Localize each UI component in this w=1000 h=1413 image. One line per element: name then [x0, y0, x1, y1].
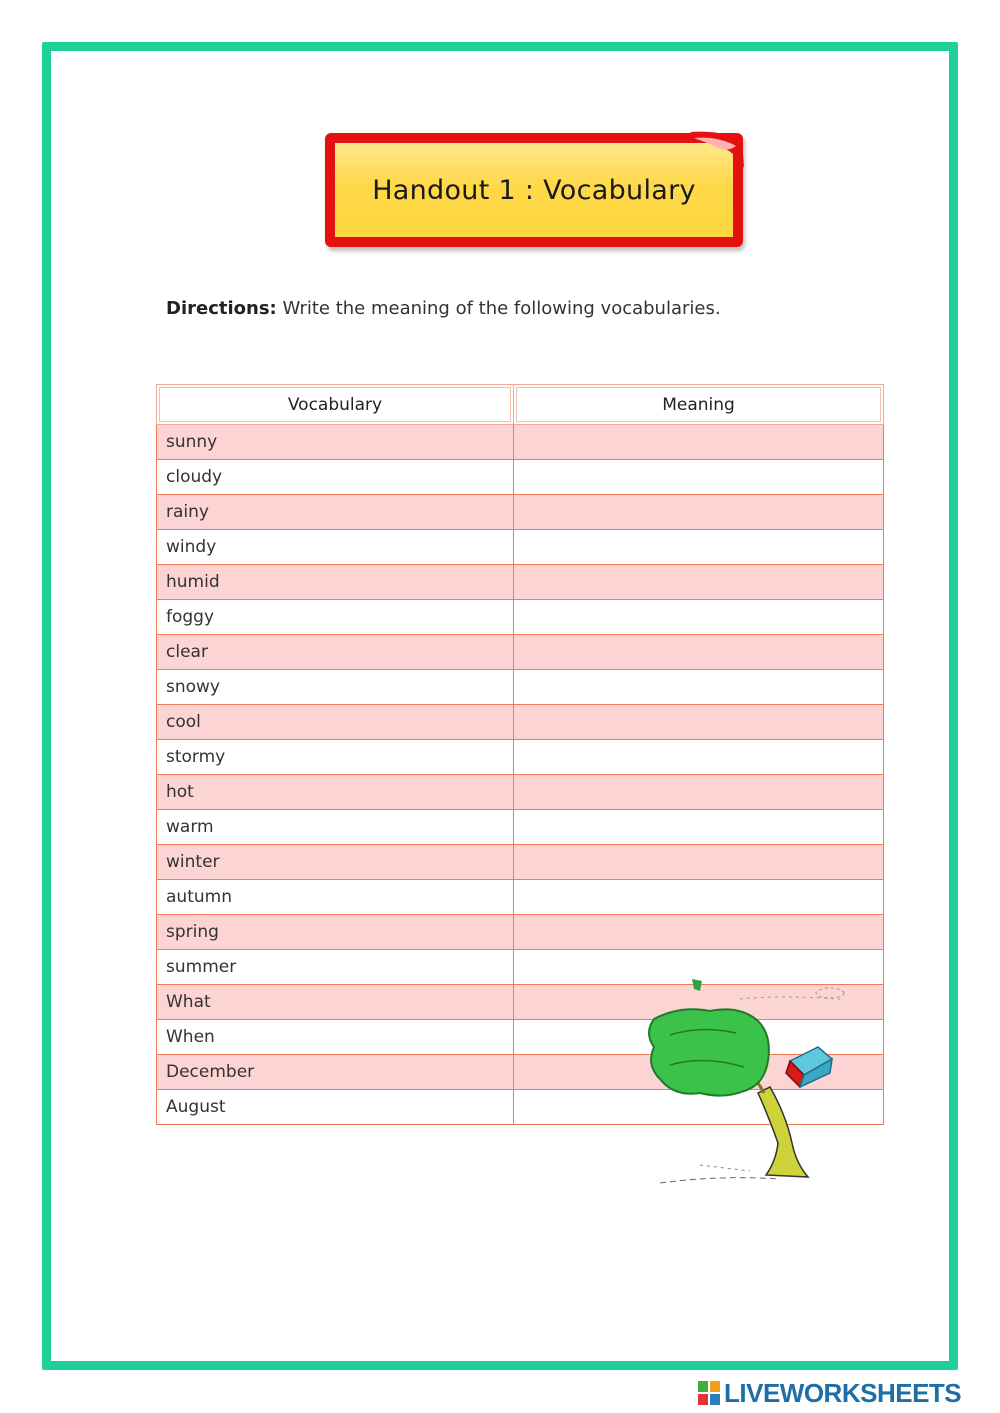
directions-label: Directions:	[166, 298, 277, 319]
header-meaning: Meaning	[514, 385, 884, 425]
logo-text: LIVEWORKSHEETS	[724, 1377, 962, 1408]
meaning-cell[interactable]	[514, 635, 884, 670]
meaning-cell[interactable]	[514, 565, 884, 600]
table-row	[157, 845, 884, 880]
vocab-word: foggy	[157, 600, 514, 635]
table-row	[157, 775, 884, 810]
directions	[166, 298, 721, 319]
meaning-cell[interactable]	[514, 600, 884, 635]
vocab-word: snowy	[157, 670, 514, 705]
header-vocabulary: Vocabulary	[157, 385, 514, 425]
vocab-word: hot	[157, 775, 514, 810]
meaning-cell[interactable]	[514, 845, 884, 880]
table-row	[157, 495, 884, 530]
table-row	[157, 600, 884, 635]
vocab-word: warm	[157, 810, 514, 845]
vocab-word: What	[157, 985, 514, 1020]
vocab-word: humid	[157, 565, 514, 600]
table-row	[157, 460, 884, 495]
table-row	[157, 810, 884, 845]
vocab-word: August	[157, 1090, 514, 1125]
meaning-cell[interactable]	[514, 705, 884, 740]
table-row	[157, 565, 884, 600]
meaning-cell[interactable]	[514, 495, 884, 530]
logo-icon	[698, 1381, 720, 1405]
vocab-word: clear	[157, 635, 514, 670]
vocab-word: stormy	[157, 740, 514, 775]
table-row	[157, 670, 884, 705]
meaning-cell[interactable]	[514, 810, 884, 845]
directions-text: Write the meaning of the following vocabularies.	[276, 298, 721, 319]
vocab-word: cloudy	[157, 460, 514, 495]
table-row	[157, 530, 884, 565]
table-row	[157, 915, 884, 950]
windy-tree-illustration	[640, 975, 860, 1190]
vocab-word: windy	[157, 530, 514, 565]
vocab-word: cool	[157, 705, 514, 740]
meaning-cell[interactable]	[514, 425, 884, 460]
vocab-word: sunny	[157, 425, 514, 460]
meaning-cell[interactable]	[514, 775, 884, 810]
vocab-word: spring	[157, 915, 514, 950]
table-row	[157, 705, 884, 740]
vocab-word: winter	[157, 845, 514, 880]
table-row	[157, 425, 884, 460]
meaning-cell[interactable]	[514, 460, 884, 495]
table-row	[157, 880, 884, 915]
vocab-word: rainy	[157, 495, 514, 530]
table-header-row	[157, 385, 884, 425]
meaning-cell[interactable]	[514, 880, 884, 915]
meaning-cell[interactable]	[514, 915, 884, 950]
meaning-cell[interactable]	[514, 530, 884, 565]
meaning-cell[interactable]	[514, 740, 884, 775]
vocab-word: When	[157, 1020, 514, 1055]
meaning-cell[interactable]	[514, 670, 884, 705]
table-row	[157, 635, 884, 670]
vocab-word: summer	[157, 950, 514, 985]
vocab-word: December	[157, 1055, 514, 1090]
liveworksheets-logo	[698, 1378, 961, 1408]
page-title: Handout 1 : Vocabulary	[372, 174, 696, 206]
table-row	[157, 740, 884, 775]
vocab-word: autumn	[157, 880, 514, 915]
